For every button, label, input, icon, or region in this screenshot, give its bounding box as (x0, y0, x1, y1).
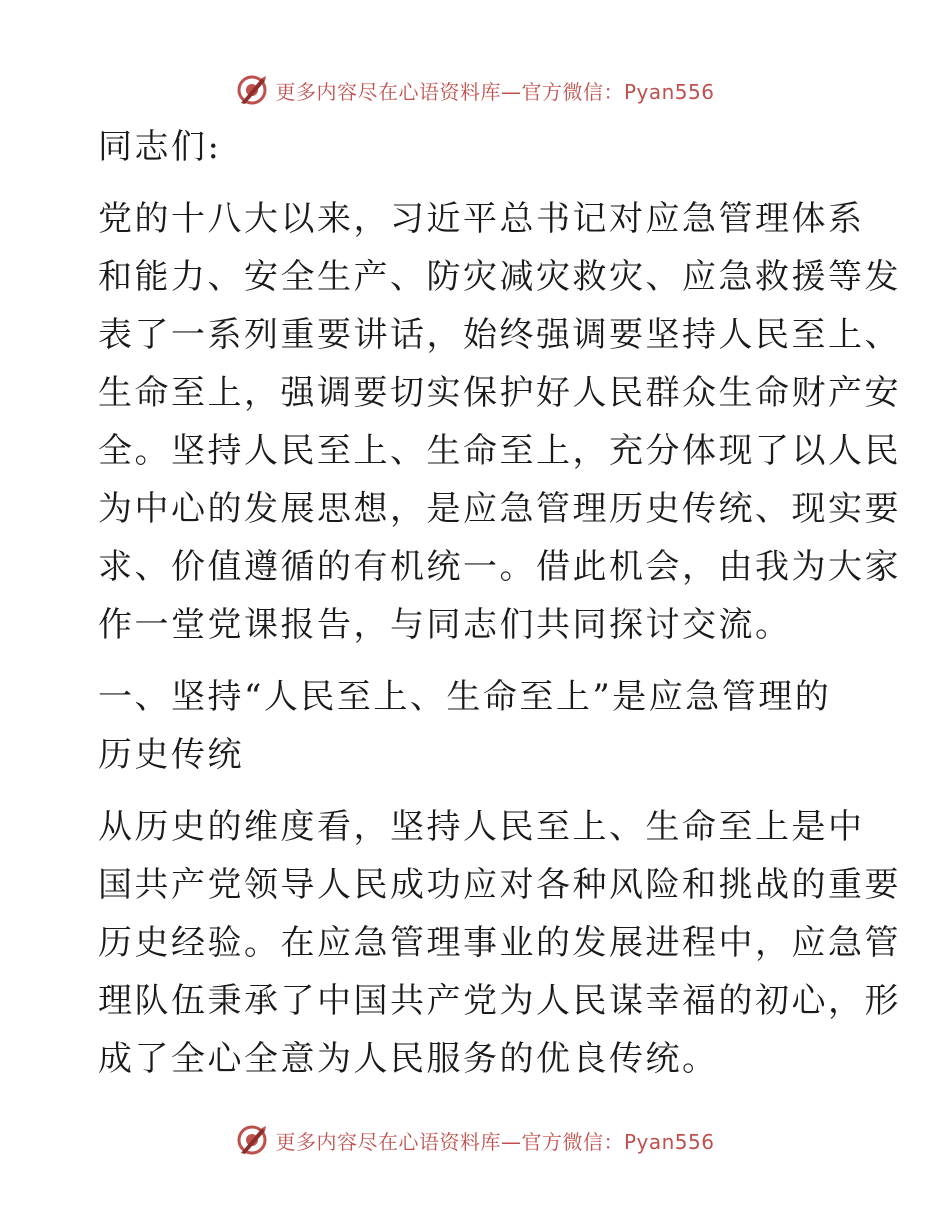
heading-line: 一、坚持“人民至上、生命至上”是应急管理的 (98, 677, 832, 717)
footer-banner (0, 1120, 950, 1160)
paragraph-line: 和能力、安全生产、防灾减灾救灾、应急救援等发 (98, 257, 901, 297)
paragraph-line: 表了一系列重要讲话，始终强调要坚持人民至上、 (98, 315, 901, 355)
quill-pen-icon (235, 1123, 269, 1157)
paragraph-line: 国共产党领导人民成功应对各种风险和挑战的重要 (98, 865, 901, 905)
paragraph-line: 历史经验。在应急管理事业的发展进程中，应急管 (98, 923, 901, 963)
document-body (98, 118, 901, 1088)
paragraph-line: 成了全心全意为人民服务的优良传统。 (98, 1039, 719, 1079)
paragraph-line: 求、价值遵循的有机统一。借此机会，由我为大家 (98, 547, 901, 587)
paragraph-line: 从历史的维度看，坚持人民至上、生命至上是中 (98, 807, 865, 847)
section-heading-1 (98, 668, 850, 784)
header-banner-text: 更多内容尽在心语资料库—官方微信：Pyan556 (275, 79, 715, 104)
paragraph-history (98, 798, 901, 1088)
paragraph-intro (98, 190, 901, 654)
quill-pen-icon (235, 73, 269, 107)
paragraph-line: 理队伍秉承了中国共产党为人民谋幸福的初心，形 (98, 981, 901, 1021)
paragraph-line: 全。坚持人民至上、生命至上，充分体现了以人民 (98, 431, 901, 471)
paragraph-line: 为中心的发展思想，是应急管理历史传统、现实要 (98, 489, 901, 529)
paragraph-line: 作一堂党课报告，与同志们共同探讨交流。 (98, 605, 792, 645)
paragraph-line: 党的十八大以来，习近平总书记对应急管理体系 (98, 199, 865, 239)
header-banner-content (235, 73, 714, 107)
footer-banner-content (235, 1123, 714, 1157)
salutation: 同志们: (98, 127, 222, 167)
paragraph-line: 生命至上，强调要切实保护好人民群众生命财产安 (98, 373, 901, 413)
heading-line: 历史传统 (98, 735, 244, 775)
footer-banner-text: 更多内容尽在心语资料库—官方微信：Pyan556 (275, 1129, 715, 1154)
header-banner (0, 70, 950, 110)
